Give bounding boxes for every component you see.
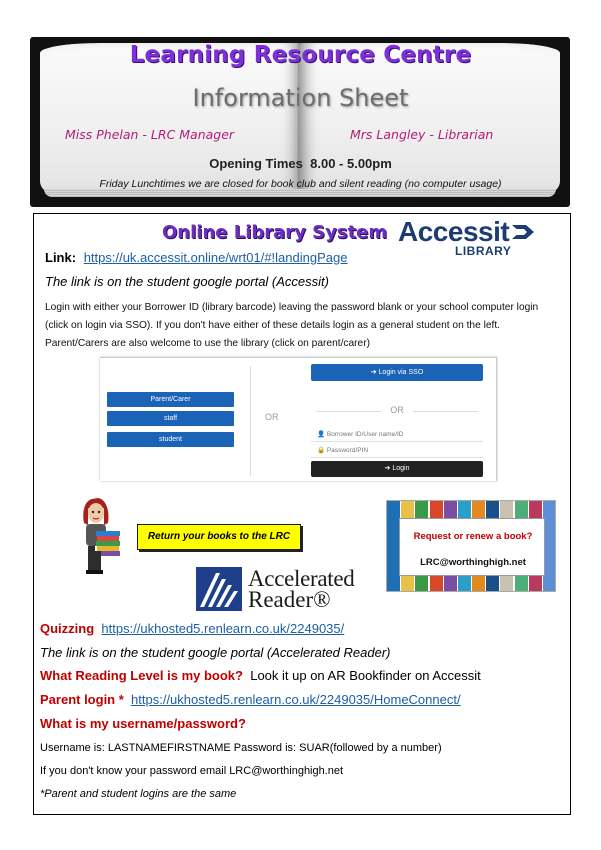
- reading-level-line: [40, 668, 481, 683]
- accessit-arrow-icon: [512, 223, 536, 241]
- request-email[interactable]: LRC@worthinghigh.net: [420, 557, 526, 568]
- opening-times: [0, 156, 601, 171]
- opening-label: Opening Times: [209, 156, 303, 171]
- password-help: If you don't know your password email LRC@worthinghigh.net: [40, 765, 344, 777]
- quizzing-label: Quizzing: [40, 621, 95, 636]
- accessit-logo: [398, 216, 540, 262]
- staff-manager: Miss Phelan - LRC Manager: [65, 127, 235, 142]
- borrower-id-input[interactable]: 👤 Borrower ID/User name/ID: [311, 427, 483, 442]
- quizzing-link[interactable]: https://ukhosted5.renlearn.co.uk/2249035/: [101, 621, 345, 636]
- reading-level-question: What Reading Level is my book?: [40, 668, 243, 683]
- accelerated-reader-logo: [196, 565, 366, 615]
- parent-carer-button[interactable]: Parent/Carer: [107, 392, 234, 407]
- request-box: [386, 500, 556, 592]
- request-card: [399, 518, 545, 576]
- parent-login-link[interactable]: https://ukhosted5.renlearn.co.uk/2249035/HomeConnect/: [131, 692, 461, 707]
- student-button[interactable]: student: [107, 432, 234, 447]
- accessit-link[interactable]: https://uk.accessit.online/wrt01/#!landingPage: [83, 250, 348, 265]
- accessit-logo-sub: LIBRARY: [455, 244, 512, 258]
- online-library-title: Online Library System: [162, 222, 388, 243]
- book-page-edges: [44, 189, 556, 197]
- friday-note: Friday Lunchtimes we are closed for book club and silent reading (no computer usage): [99, 178, 502, 190]
- parent-login-line: [40, 692, 461, 707]
- accessit-link-line: [45, 250, 347, 265]
- link-label: Link:: [45, 250, 77, 265]
- parent-login-label: Parent login *: [40, 692, 124, 707]
- staff-librarian: Mrs Langley - Librarian: [350, 127, 494, 142]
- reading-level-answer: Look it up on AR Bookfinder on Accessit: [250, 668, 481, 683]
- ar-logo-word2: Reader®: [248, 587, 331, 612]
- username-question: What is my username/password?: [40, 716, 246, 731]
- page-title: Learning Resource Centre: [129, 42, 472, 68]
- return-books-badge: Return your books to the LRC: [137, 524, 301, 550]
- login-via-sso-button[interactable]: ➜ Login via SSO: [311, 364, 483, 381]
- username-info: Username is: LASTNAMEFIRSTNAME Password is: SUAR(followed by a number): [40, 742, 442, 754]
- accelerated-reader-icon: [196, 567, 242, 611]
- librarian-bitmoji-icon: [74, 495, 130, 579]
- accessit-portal-note: The link is on the student google portal (Accessit): [45, 274, 329, 289]
- opening-hours: 8.00 - 5.00pm: [310, 156, 392, 171]
- accessit-logo-word: Accessit: [398, 216, 510, 247]
- or-label-right: OR: [311, 405, 483, 415]
- page-subtitle: Information Sheet: [192, 84, 409, 112]
- same-logins-note: *Parent and student logins are the same: [40, 788, 237, 800]
- password-input[interactable]: 🔒 Password/PIN: [311, 443, 483, 458]
- ar-portal-note: The link is on the student google portal (Accelerated Reader): [40, 645, 391, 660]
- login-screenshot: [100, 357, 497, 481]
- request-question: Request or renew a book?: [413, 531, 533, 542]
- ar-logo-word1: Accelerated: [248, 566, 355, 591]
- or-label-left: OR: [265, 412, 279, 422]
- quizzing-line: [40, 621, 344, 636]
- staff-button[interactable]: staff: [107, 411, 234, 426]
- login-button[interactable]: ➜ Login: [311, 461, 483, 477]
- login-instructions: Login with either your Borrower ID (library barcode) leaving the password blank or your school computer login (click on login via SSO). If you don't have either of these details login as a general student on the left. Parent/Carers are also welcome to use the library (click on parent/carer): [45, 302, 539, 349]
- login-divider: [250, 366, 251, 476]
